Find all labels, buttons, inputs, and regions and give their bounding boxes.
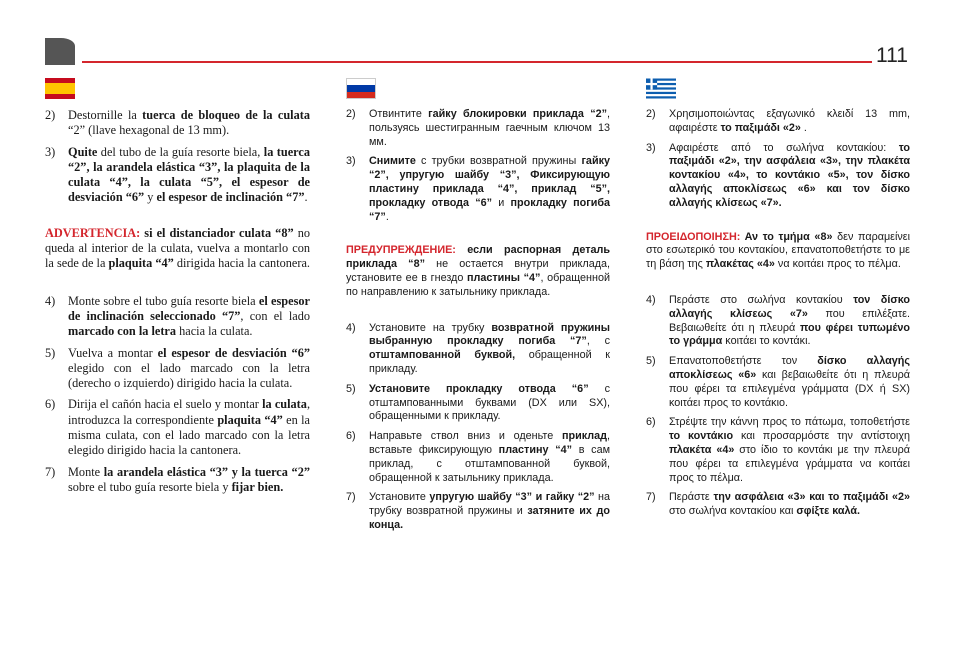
- list-item: 6) Dirija el cañón hacia el suelo y montar la culata, introduzca la correspondiente plaquita “4” en la misma culata, con el lado marcado con la letra elegido dirigido hacia la cantonera.: [45, 397, 311, 458]
- header-rule: [82, 61, 872, 63]
- greek-column: [646, 108, 910, 525]
- greece-flag-icon: [646, 78, 676, 99]
- russia-flag-icon: [346, 78, 376, 99]
- russian-column: [346, 108, 610, 539]
- list-item: 7) Установите упругую шайбу “3” и гайку “2” на трубку возвратной пружины и затяните их до конца.: [346, 491, 610, 531]
- page-number: 111: [876, 44, 908, 67]
- list-item: 7) Περάστε την ασφάλεια «3» και το παξιμάδι «2» στο σωλήνα κοντακίου και σφίξτε καλά.: [646, 491, 910, 518]
- spanish-column: [45, 108, 310, 501]
- list-item: 3) Αφαιρέστε από το σωλήνα κοντακίου: το παξιμάδι «2», την ασφάλεια «3», την πλακέτα κοντακίου «4», το κοντάκιο «5», τον δίσκο αλλαγής αποκλίσεως «6» και τον δίσκο αλλαγής κλίσεως «7».: [646, 141, 910, 209]
- list-item: 2) Χρησιμοποιώντας εξαγωνικό κλειδί 13 mm, αφαιρέστε το παξιμάδι «2» .: [646, 108, 910, 134]
- list-item: 5) Vuelva a montar el espesor de desviación “6” elegido con el lado marcado con la letra (derecho o izquierdo) dirigido hacia la culata.: [45, 345, 310, 391]
- section-corner-mark: [45, 38, 75, 65]
- list-item: 4) Monte sobre el tubo guía resorte biela el espesor de inclinación seleccionado “7”, con el lado marcado con la letra hacia la culata.: [45, 293, 310, 339]
- warning-note: ADVERTENCIA: si el distanciador culata “8” no queda al interior de la culata, vuelva a montarlo con la sede de la plaquita “4” dirigida hacia la cantonera.: [45, 225, 311, 271]
- list-item: 2) Destornille la tuerca de bloqueo de la culata “2” (llave hexagonal de 13 mm).: [45, 108, 310, 138]
- list-item: 5) Установите прокладку отвода “6” с отштампованными буквами (DX или SX), обращенными к прикладу.: [346, 382, 610, 423]
- list-item: 3) Снимите с трубки возвратной пружины гайку “2”, упругую шайбу “3”, Фиксирующую пластину приклада “4”, приклад “5”, прокладку отвода “6” и прокладку погиба “7”.: [346, 155, 611, 223]
- list-item: 2) Отвинтите гайку блокировки приклада “2”, пользуясь шестигранным гаечным ключом 13 мм.: [346, 108, 610, 148]
- list-item: 3) Quite del tubo de la guía resorte biela, la tuerca “2”, la arandela elástica “3”, la plaquita de la culata “4”, la culata “5”, el espesor de desviación “6” y el espesor de inclinación “7”.: [45, 144, 311, 205]
- list-item: 7) Monte la arandela elástica “3” y la tuerca “2” sobre el tubo guía resorte biela y fijar bien.: [45, 464, 310, 494]
- list-item: 4) Установите на трубку возвратной пружины выбранную прокладку погиба “7”, с отштампованной буквой, обращенной к прикладу.: [346, 321, 610, 375]
- warning-note: ПРЕДУПРЕЖДЕНИЕ: если распорная деталь приклада “8” не остается внутри приклада, установите ее в гнездо пластины “4”, обращенной по направлению к затыльнику приклада.: [346, 244, 610, 298]
- spain-flag-icon: [45, 78, 75, 99]
- list-item: 5) Επανατοποθετήστε τον δίσκο αλλαγής αποκλίσεως «6» και βεβαιωθείτε ότι η πλευρά που φέρει τα επιλεγμένα γράμματα (DX ή SX) κοιτάει προς το κοντάκιο.: [646, 355, 911, 409]
- warning-note: ΠΡΟΕΙΔΟΠΟΙΗΣΗ: Αν το τμήμα «8» δεν παραμείνει στο εσωτερικό του κοντακίου, επανατοποθετήστε το με τη βάση της πλακέτας «4» να κοιτάει προς το πέλμα.: [646, 230, 910, 271]
- list-item: 4) Περάστε στο σωλήνα κοντακίου τον δίσκο αλλαγής κλίσεως «7» που επιλέξατε. Βεβαιωθείτε ότι η πλευρά που φέρει τυπωμένο το γράμμα κοιτάει το κοντάκι.: [646, 293, 910, 348]
- list-item: 6) Στρέψτε την κάννη προς το πάτωμα, τοποθετήστε το κοντάκιο και προσαρμόστε την αντίστοιχη πλακέτα «4» στο ίδιο το κοντάκι με την πλευρά που φέρει τα επιλεγμένα γράμματα να κοιτάει προς το πέλμα.: [646, 416, 910, 484]
- list-item: 6) Направьте ствол вниз и оденьте приклад, вставьте фиксирующую пластину “4” в сам приклад, с отштампованной буквой, обращенной к затыльнику приклада.: [346, 430, 610, 484]
